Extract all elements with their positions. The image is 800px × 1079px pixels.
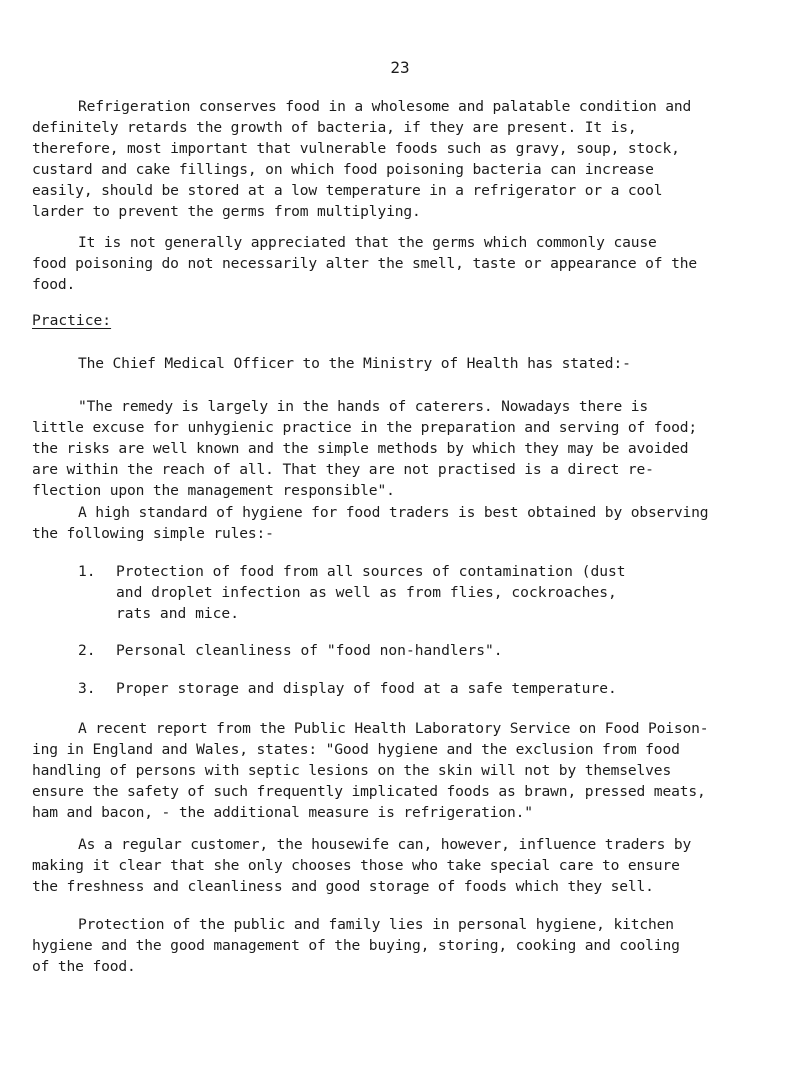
text-line: custard and cake fillings, on which food poisoning bacteria can increase <box>32 161 654 178</box>
text-line: larder to prevent the germs from multiplying. <box>32 203 421 220</box>
rule-number: 2. <box>78 642 96 659</box>
text-line: little excuse for unhygienic practice in the preparation and serving of food; <box>32 419 697 436</box>
text-line: food poisoning do not necessarily alter the smell, taste or appearance of the <box>32 255 697 272</box>
text-line: ham and bacon, - the additional measure is refrigeration." <box>32 804 533 821</box>
text-line: It is not generally appreciated that the germs which commonly cause <box>78 234 657 251</box>
text-line: Refrigeration conserves food in a wholesome and palatable condition and <box>78 98 692 115</box>
text-line: handling of persons with septic lesions on the skin will not by themselves <box>32 762 672 779</box>
text-line: food. <box>32 276 76 293</box>
text-line: ensure the safety of such frequently implicated foods as brawn, pressed meats, <box>32 783 706 800</box>
text-line: A recent report from the Public Health Laboratory Service on Food Poison- <box>78 720 709 737</box>
paragraph-cmo-statement <box>32 353 772 374</box>
section-heading-practice: Practice: <box>32 312 112 329</box>
text-line: rats and mice. <box>116 605 240 622</box>
paragraph-recent-report <box>32 718 772 823</box>
text-line: The Chief Medical Officer to the Ministry of Health has stated:- <box>78 355 631 372</box>
text-line: therefore, most important that vulnerable foods such as gravy, soup, stock, <box>32 140 680 157</box>
text-line: Personal cleanliness of "food non-handlers". <box>116 642 503 659</box>
text-line: definitely retards the growth of bacteria, if they are present. It is, <box>32 119 637 136</box>
paragraph-refrigeration <box>32 96 772 222</box>
rule-text <box>116 678 617 699</box>
text-line: and droplet infection as well as from flies, cockroaches, <box>116 584 617 601</box>
rule-number: 3. <box>78 680 96 697</box>
paragraph-quote-caterers <box>32 396 772 501</box>
rule-text <box>116 561 626 624</box>
text-line: the freshness and cleanliness and good storage of foods which they sell. <box>32 878 654 895</box>
text-line: the risks are well known and the simple methods by which they may be avoided <box>32 440 689 457</box>
text-line: hygiene and the good management of the buying, storing, cooking and cooling <box>32 937 680 954</box>
paragraph-high-standard <box>32 502 772 544</box>
text-line: easily, should be stored at a low temperature in a refrigerator or a cool <box>32 182 663 199</box>
text-line: ing in England and Wales, states: "Good hygiene and the exclusion from food <box>32 741 680 758</box>
text-line: of the food. <box>32 958 136 975</box>
text-line: Proper storage and display of food at a safe temperature. <box>116 680 617 697</box>
rule-text <box>116 640 503 661</box>
rule-number: 1. <box>78 563 96 580</box>
text-line: As a regular customer, the housewife can, however, influence traders by <box>78 836 692 853</box>
text-line: the following simple rules:- <box>32 525 274 542</box>
text-line: Protection of food from all sources of contamination (dust <box>116 563 626 580</box>
text-line: making it clear that she only chooses those who take special care to ensure <box>32 857 680 874</box>
paragraph-housewife <box>32 834 772 897</box>
text-line: A high standard of hygiene for food traders is best obtained by observing <box>78 504 709 521</box>
paragraph-germs <box>32 232 772 295</box>
paragraph-protection <box>32 914 772 977</box>
text-line: Protection of the public and family lies in personal hygiene, kitchen <box>78 916 674 933</box>
text-line: are within the reach of all. That they are not practised is a direct re- <box>32 461 654 478</box>
page-number: 23 <box>390 58 410 77</box>
text-line: "The remedy is largely in the hands of caterers. Nowadays there is <box>78 398 648 415</box>
text-line: flection upon the management responsible". <box>32 482 395 499</box>
